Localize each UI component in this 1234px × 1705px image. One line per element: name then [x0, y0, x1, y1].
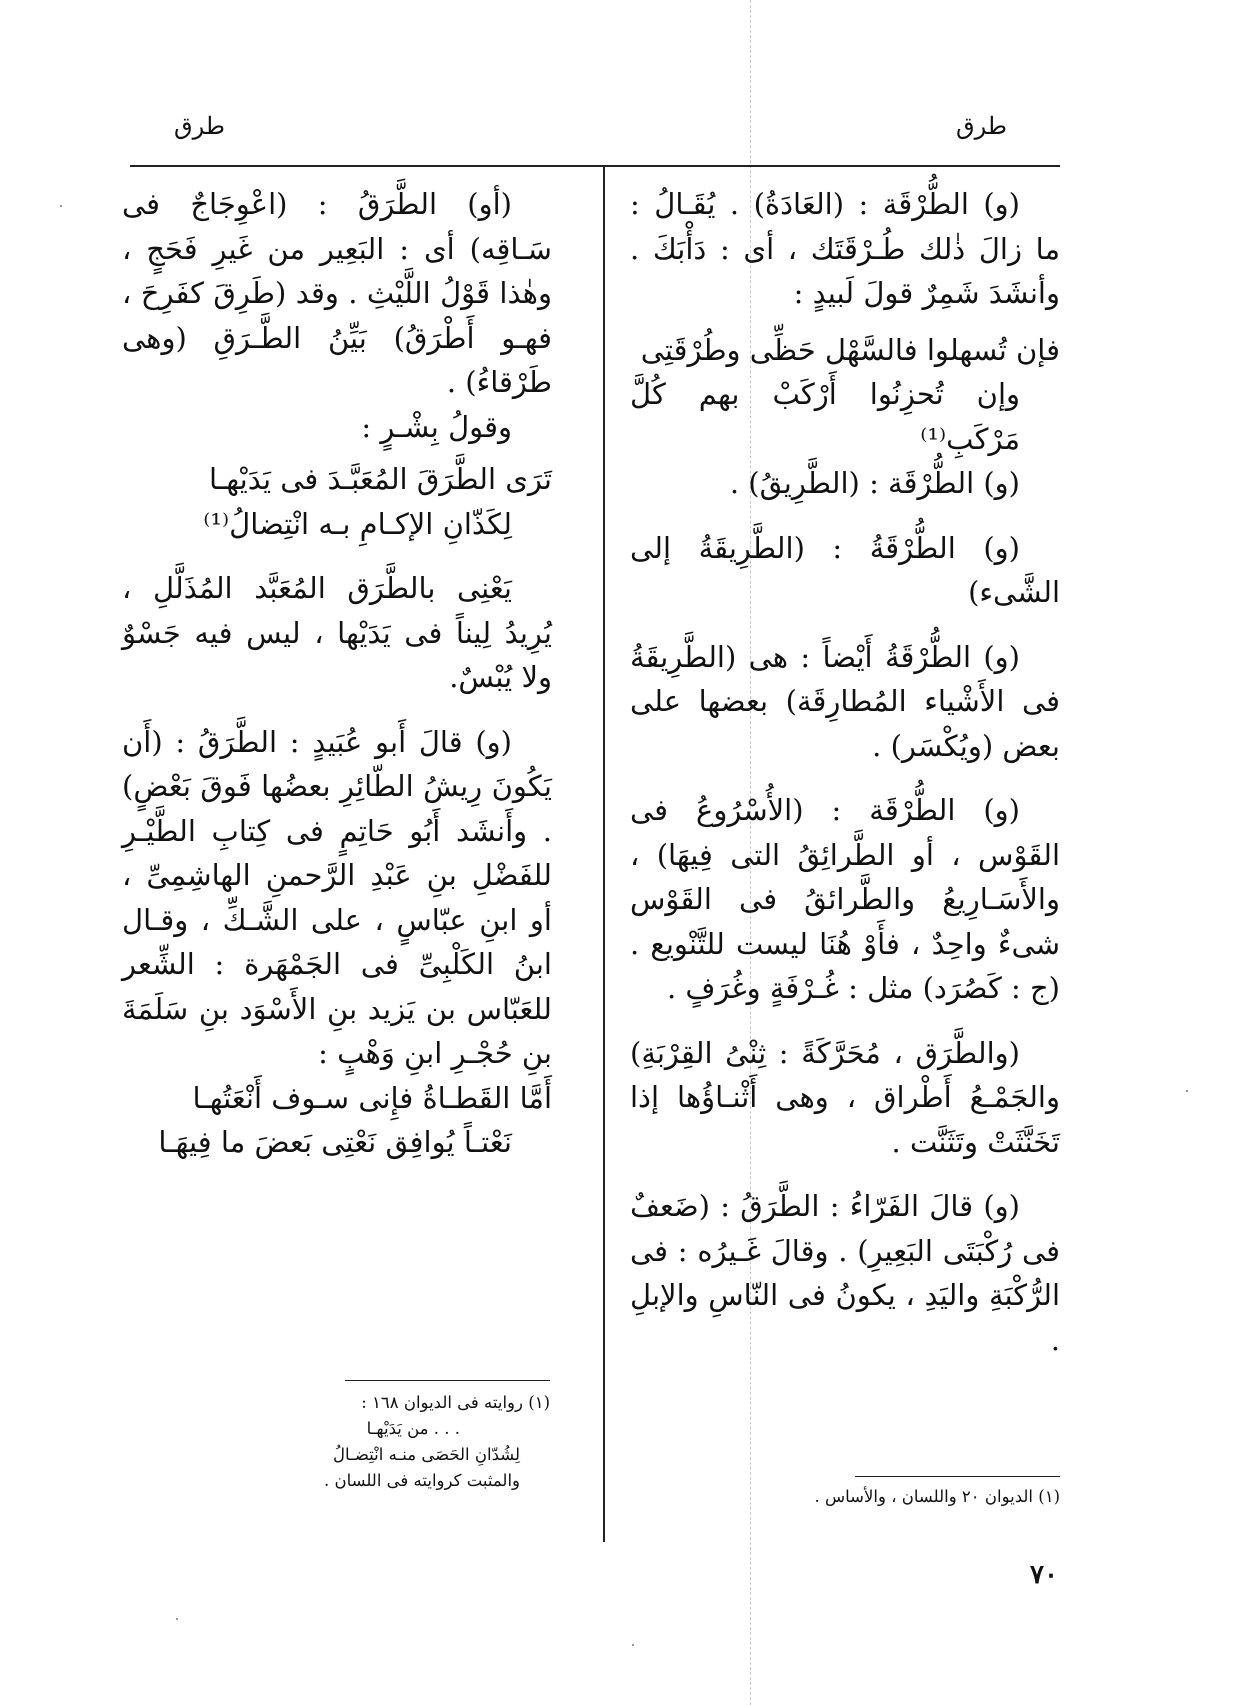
running-head-left: طرق — [174, 112, 225, 140]
footnote-rule — [855, 1476, 1060, 1477]
footnote-line: والمثبت كروايته فى اللسان . — [323, 1471, 520, 1490]
footnote-line: لِشُدّانِ الحَصَى منـه انْتِضـالُ — [333, 1445, 520, 1464]
entry-paragraph: (و) الطُّرْقَةُ أَيْضاً : هى (الطَّرِيقَةُ فى الأَشْياء المُطارِقَة) بعضها على بعض (ويُكْسَر) . — [630, 639, 1060, 763]
footnote-line: (١) روايته فى الديوان ١٦٨ : — [361, 1393, 550, 1412]
footnote-line: . . . من يَدَيْهـا — [366, 1419, 460, 1438]
right-column — [630, 182, 1060, 1362]
footnote — [130, 1390, 550, 1494]
entry-paragraph: (و) الطُّرْقَة : (العَادَةُ) . يُقَـالُ : ما زالَ ذٰلك طُـرْقَتَك ، أى : دَأْبَكَ . وأنشَدَ شَمِرٌ قولَ لَبيدٍ : — [630, 187, 1060, 310]
scan-speck — [176, 1618, 178, 1620]
verse-line: وإن تُحزِنُوا أَرْكَبْ بهم كُلَّ مَرْكَبِ⁽¹⁾ — [630, 377, 1020, 456]
entry-paragraph: (و) قالَ أَبو عُبَيدٍ : الطَّرَقُ : (أَن يَكُونَ رِيشُ الطّائِرِ بعضُها فَوقَ بَعْضٍ) . وأَنشَد أَبُو حَاتِمٍ فى كِتابِ الطَّيْـرِ للفَضْلِ بنِ عَبْدِ الرَّحمنِ الهاشِمِىِّ ، أو ابنِ عبّاسٍ ، على الشَّـكِّ ، وقـال ابنُ الكَلْبِىِّ فى الجَمْهَرة : الشِّعر للعَبّاس بن يَزيد بنِ الأَسْوَد بنِ سَلَمَةَ بنِ حُجْـرِ ابنِ وَهْبٍ : — [122, 724, 552, 1070]
left-column — [122, 182, 552, 1165]
entry-paragraph: (أو) الطَّرَقُ : (اعْوِجَاجٌ فى سَـاقِه) أى : البَعِير من غَيرِ فَحَجٍ ، وهٰذا قَوْلُ اللَّيْثِ . وقد (طَرِقَ كفَرِحَ ، فهـو أَطْرَقُ) بَيِّنُ الطَّـرَقِ (وهى طَرْقاءُ) . — [122, 187, 552, 399]
verse-couplet — [630, 328, 1060, 462]
scan-speck — [60, 205, 62, 207]
verse-couplet — [122, 457, 552, 546]
verse-line: أَمَّا القَطـاةُ فإِنى سـوف أَنْعَتُهـا — [192, 1080, 552, 1115]
column-separator — [603, 167, 605, 1542]
footnote: (١) الديوان ٢٠ واللسان ، والأساس . — [814, 1487, 1060, 1506]
footnote-rule — [345, 1380, 550, 1381]
verse-couplet — [122, 1076, 552, 1165]
scan-speck — [1186, 1090, 1188, 1092]
entry-paragraph: (و) الطُّرْقَة : (الأُسْرُوعُ فى القَوْس ، أو الطَّرائِقُ التى فِيهَا) ، والأَسَـارِيعُ والطَّرائقُ فى القَوْس شىءٌ واحِدٌ ، فأَوْ هُنَا ليست للتَّنْويع . (ج : كَصُرَد) مثل : غُـرْفَةٍ وغُرَفٍ . — [630, 793, 1060, 1005]
verse-line: فإن تُسهلوا فالسَّهْل حَظِّى وطُرْقَتِى — [640, 332, 1060, 367]
entry-paragraph: (و) الطُّرْقَةُ : (الطَّرِيقَةُ إلى الشَّىء) — [630, 530, 1060, 609]
page-number: ٧٠ — [1030, 1560, 1058, 1590]
entry-paragraph: يَعْنِى بالطَّرَق المُعَبَّد المُذَلَّلِ ، يُرِيدُ لِيناً فى يَدَيْها ، ليس فيه جَسْوٌ ولا يُبْسٌ. — [122, 571, 552, 694]
scan-speck — [632, 1644, 634, 1646]
entry-paragraph: (والطَّرَق ، مُحَرَّكَةً : ثِنْىُ القِرْبَةِ) والجَمْـعُ أَطْراق ، وهى أَثْنـاؤُها إذا تَخَنَّثَتْ وتَثَنَّت . — [630, 1035, 1060, 1159]
verse-line: نَعْتـاً يُوافِق نَعْتِى بَعضَ ما فِيهَـا — [158, 1125, 512, 1159]
entry-paragraph: (و) الطُّرْقَة : (الطَّرِيقُ) . — [729, 466, 1020, 500]
verse-line: تَرَى الطَّرَقَ المُعَبَّـدَ فى يَدَيْهـا — [208, 462, 552, 496]
entry-paragraph: (و) قالَ الفَرّاءُ : الطَّرَقُ : (ضَعفٌ فى رُكْبَتَى البَعِيرِ) . وقالَ غَـيرُه : فى الرُّكْبَةِ واليَدِ ، يكونُ فى النّاسِ والإبلِ . — [630, 1189, 1060, 1357]
running-head-right: طرق — [956, 112, 1007, 140]
header-rule — [130, 165, 1060, 167]
verse-line: لِكَذّانِ الإكـامِ بـه انْتِضالُ⁽¹⁾ — [203, 506, 512, 541]
entry-paragraph: وقولُ بِشْـرٍ : — [361, 409, 512, 444]
